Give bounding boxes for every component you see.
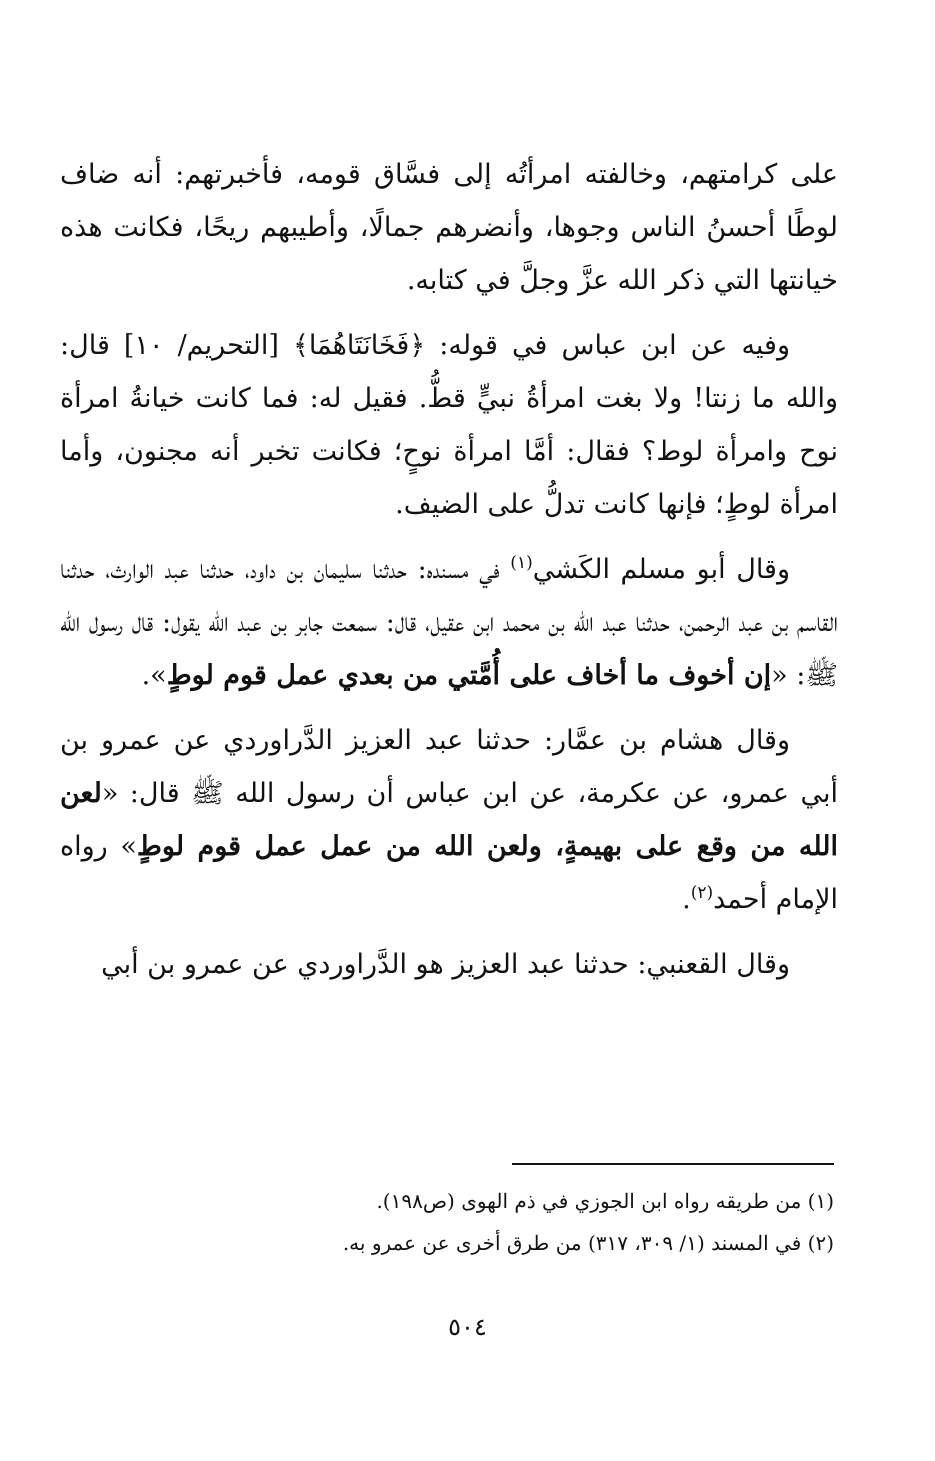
text-segment: وقال هشام بن عمَّار: حدثنا عبد العزيز الدَّراوردي عن عمرو بن أبي عمرو، عن عكرمة، عن ابن عباس أن رسول الله ﷺ قال: « (60, 725, 838, 809)
text-segment: » رواه الإمام أحمد (60, 831, 838, 915)
footnotes (60, 1180, 838, 1264)
footnote-separator (512, 1163, 834, 1165)
hadith-text: لعن الله من وقع على بهيمةٍ، ولعن الله من عمل عمل قوم لوطٍ (60, 778, 839, 862)
paragraph (60, 148, 838, 307)
footnote: (٢) في المسند (١/ ٣٠٩، ٣١٧) من طرق أخرى عن عمرو به. (342, 1231, 834, 1255)
footnote: (١) من طريقه رواه ابن الجوزي في ذم الهوى (ص١٩٨). (376, 1189, 834, 1213)
hadith-text: إن أخوف ما أخاف على أُمَّتي من بعدي عمل قوم لوطٍ (166, 660, 772, 691)
text-segment: في مسنده: حدثنا سليمان بن داود، حدثنا عبد الوارث، حدثنا القاسم بن عبد الرحمن، حدثنا عبد الله بن محمد ابن عقيل، قال: سمعت جابر بن عبد الله يقول: قال رسول الله ﷺ: « (60, 554, 838, 691)
main-text (60, 148, 838, 1003)
page-number: ٥٠٤ (448, 1313, 487, 1341)
text-segment: على كرامتهم، وخالفته امرأتُه إلى فسَّاق قومه، فأخبرتهم: أنه ضاف لوطًا أحسنُ الناس وجوها، وأنضرهم جمالًا، وأطيبهم ريحًا، فكانت هذه خيانتها التي ذكر الله عزَّ وجلَّ في كتابه. (60, 159, 838, 296)
text-segment: . (682, 884, 691, 915)
text-segment: وقال أبو مسلم الكَشي (532, 554, 790, 585)
text-segment: وفيه عن ابن عباس في قوله: ﴿فَخَانَتَاهُمَا﴾ [التحريم/ ١٠] قال: والله ما زنتا! ولا بغت امرأةُ نبيٍّ قطُّ. فقيل له: فما كانت خيانةُ امرأة نوح وامرأة لوط؟ فقال: أمَّا امرأة نوحٍ؛ فكانت تخبر أنه مجنون، وأما امرأة لوطٍ؛ فإنها كانت تدلُّ على الضيف. (60, 330, 838, 520)
footnote-marker: (٢) (690, 883, 714, 903)
text-segment: وقال القعنبي: حدثنا عبد العزيز هو الدَّراوردي عن عمرو بن أبي (101, 949, 790, 980)
paragraph (60, 319, 838, 531)
paragraph (60, 543, 838, 702)
paragraph (60, 714, 838, 926)
footnote-marker: (١) (510, 553, 533, 573)
paragraph (60, 938, 838, 991)
text-segment: ». (141, 660, 167, 691)
